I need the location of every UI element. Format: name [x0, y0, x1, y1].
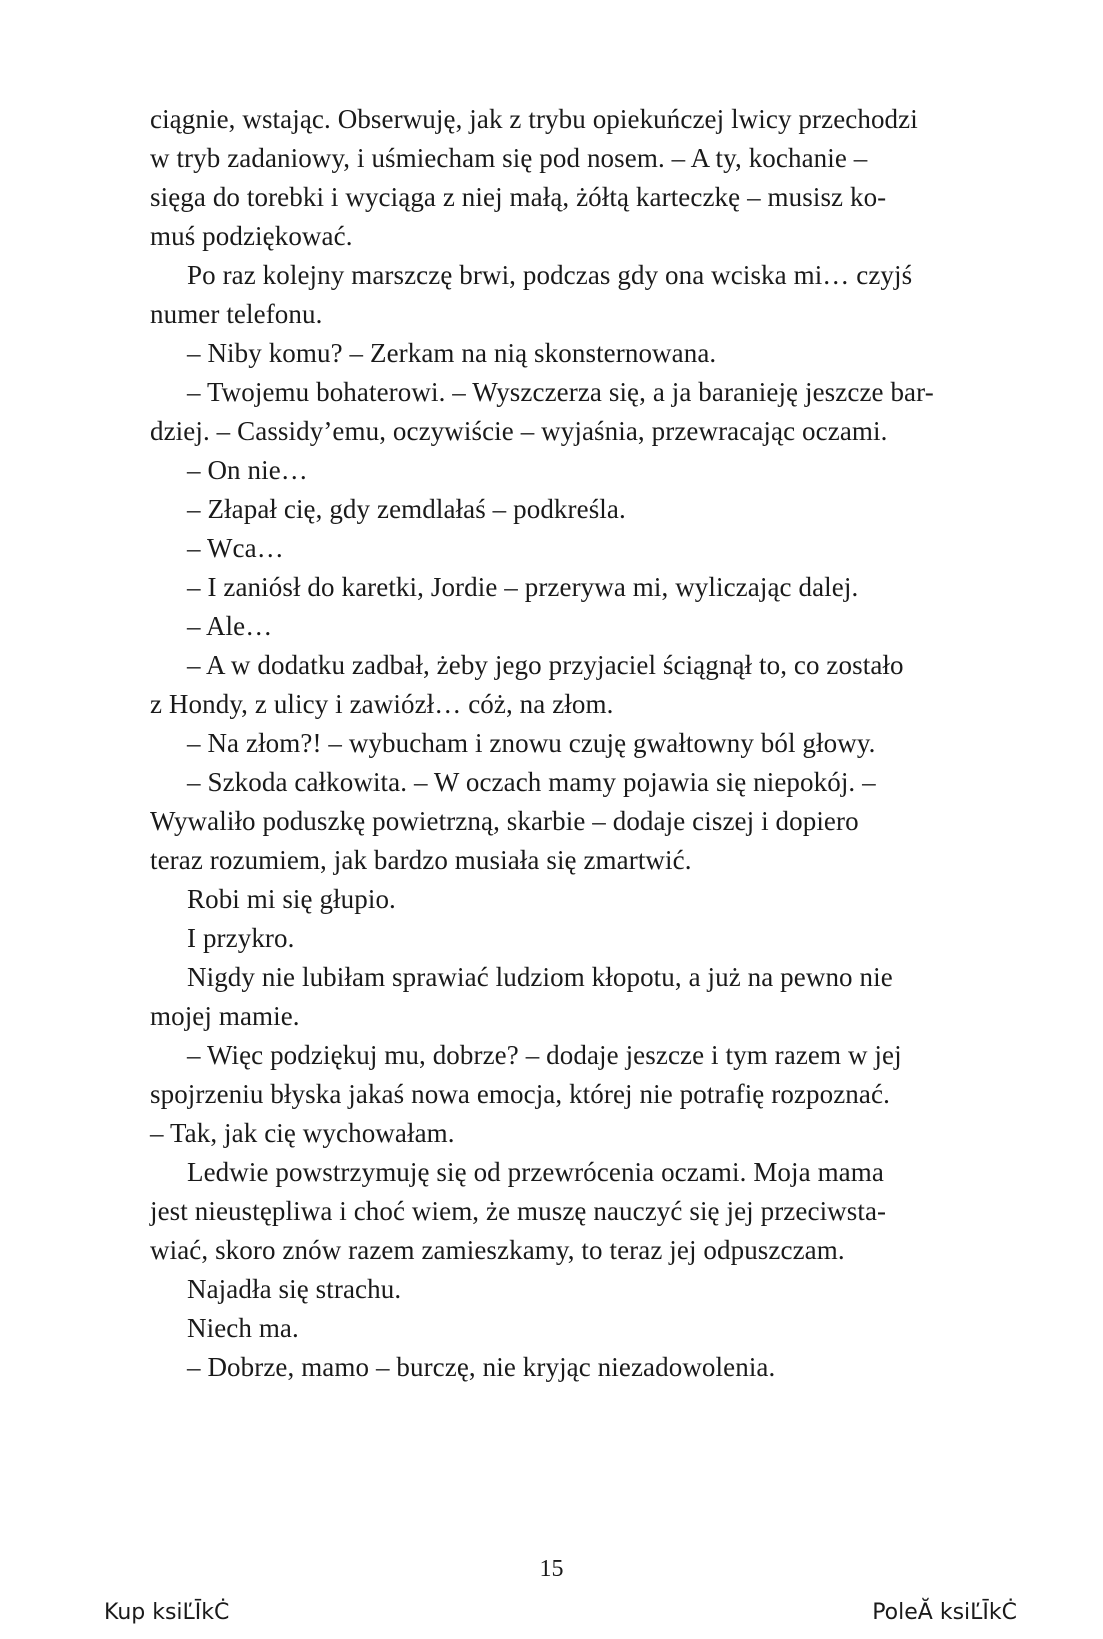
text-line — [0, 255, 1103, 295]
line-text: dziej. – Cassidy’emu, oczywiście – wyjaśnia, przewracając oczami. — [150, 416, 888, 446]
line-text: jest nieustępliwa i choć wiem, że muszę nauczyć się jej przeciwsta- — [150, 1196, 887, 1226]
line-text: Ledwie powstrzymuję się od przewrócenia oczami. Moja mama — [187, 1157, 884, 1187]
text-line — [0, 1113, 1103, 1153]
line-text: muś podziękować. — [150, 221, 353, 251]
buy-book-link[interactable]: Kup ksiĽĪkĊ — [104, 1600, 230, 1625]
line-text: – I zaniósł do karetki, Jordie – przerywa mi, wyliczając dalej. — [187, 572, 859, 602]
text-line — [0, 918, 1103, 958]
line-text: – Tak, jak cię wychowałam. — [150, 1118, 455, 1148]
text-line — [0, 333, 1103, 373]
text-line — [0, 216, 1103, 256]
text-line — [0, 1269, 1103, 1309]
line-text: teraz rozumiem, jak bardzo musiała się zmartwić. — [150, 845, 692, 875]
line-text: – Dobrze, mamo – burczę, nie kryjąc niezadowolenia. — [187, 1352, 776, 1382]
line-text: Nigdy nie lubiłam sprawiać ludziom kłopotu, a już na pewno nie — [187, 962, 893, 992]
line-text: numer telefonu. — [150, 299, 323, 329]
text-line — [0, 723, 1103, 763]
text-line — [0, 177, 1103, 217]
text-line — [0, 879, 1103, 919]
line-text: – Ale… — [187, 611, 273, 641]
line-text: ciągnie, wstając. Obserwuję, jak z trybu opiekuńczej lwicy przechodzi — [150, 104, 918, 134]
text-line — [0, 294, 1103, 334]
text-line — [0, 138, 1103, 178]
line-text: – Na złom?! – wybucham i znowu czuję gwałtowny ból głowy. — [187, 728, 876, 758]
line-text: mojej mamie. — [150, 1001, 300, 1031]
line-text: wiać, skoro znów razem zamieszkamy, to teraz jej odpuszczam. — [150, 1235, 845, 1265]
text-line — [0, 1347, 1103, 1387]
text-line — [0, 801, 1103, 841]
line-text: – Twojemu bohaterowi. – Wyszczerza się, a ja baranieję jeszcze bar- — [187, 377, 934, 407]
text-line — [0, 99, 1103, 139]
line-text: Najadła się strachu. — [187, 1274, 402, 1304]
text-line — [0, 957, 1103, 997]
line-text: – On nie… — [187, 455, 308, 485]
line-text: w tryb zadaniowy, i uśmiecham się pod nosem. – A ty, kochanie – — [150, 143, 868, 173]
text-line — [0, 996, 1103, 1036]
text-line — [0, 567, 1103, 607]
text-line — [0, 528, 1103, 568]
line-text: Po raz kolejny marszczę brwi, podczas gdy ona wciska mi… czyjś — [187, 260, 913, 290]
line-text: Wywaliło poduszkę powietrzną, skarbie – dodaje ciszej i dopiero — [150, 806, 859, 836]
line-text: – Więc podziękuj mu, dobrze? – dodaje jeszcze i tym razem w jej — [187, 1040, 902, 1070]
text-line — [0, 1152, 1103, 1192]
text-line — [0, 762, 1103, 802]
text-line — [0, 411, 1103, 451]
text-line — [0, 684, 1103, 724]
text-line — [0, 1035, 1103, 1075]
text-line — [0, 1074, 1103, 1114]
line-text: – Złapał cię, gdy zemdlałaś – podkreśla. — [187, 494, 626, 524]
line-text: I przykro. — [187, 923, 295, 953]
text-line — [0, 489, 1103, 529]
text-line — [0, 645, 1103, 685]
text-line — [0, 1308, 1103, 1348]
line-text: – Niby komu? – Zerkam na nią skonsternowana. — [187, 338, 717, 368]
text-line — [0, 450, 1103, 490]
line-text: Robi mi się głupio. — [187, 884, 396, 914]
text-line — [0, 372, 1103, 412]
line-text: – Wca… — [187, 533, 284, 563]
line-text: – Szkoda całkowita. – W oczach mamy pojawia się niepokój. – — [187, 767, 876, 797]
line-text: spojrzeniu błyska jakaś nowa emocja, której nie potrafię rozpoznać. — [150, 1079, 890, 1109]
text-line — [0, 840, 1103, 880]
line-text: z Hondy, z ulicy i zawiózł… cóż, na złom. — [150, 689, 614, 719]
text-line — [0, 1230, 1103, 1270]
line-text: sięga do torebki i wyciąga z niej małą, żółtą karteczkę – musisz ko- — [150, 182, 887, 212]
line-text: – A w dodatku zadbał, żeby jego przyjaciel ściągnął to, co zostało — [187, 650, 904, 680]
page-number: 15 — [539, 1556, 564, 1582]
text-line — [0, 606, 1103, 646]
line-text: Niech ma. — [187, 1313, 299, 1343]
text-line — [0, 1191, 1103, 1231]
recommend-book-link[interactable]: PoleĂ ksiĽĪkĊ — [872, 1600, 1017, 1625]
